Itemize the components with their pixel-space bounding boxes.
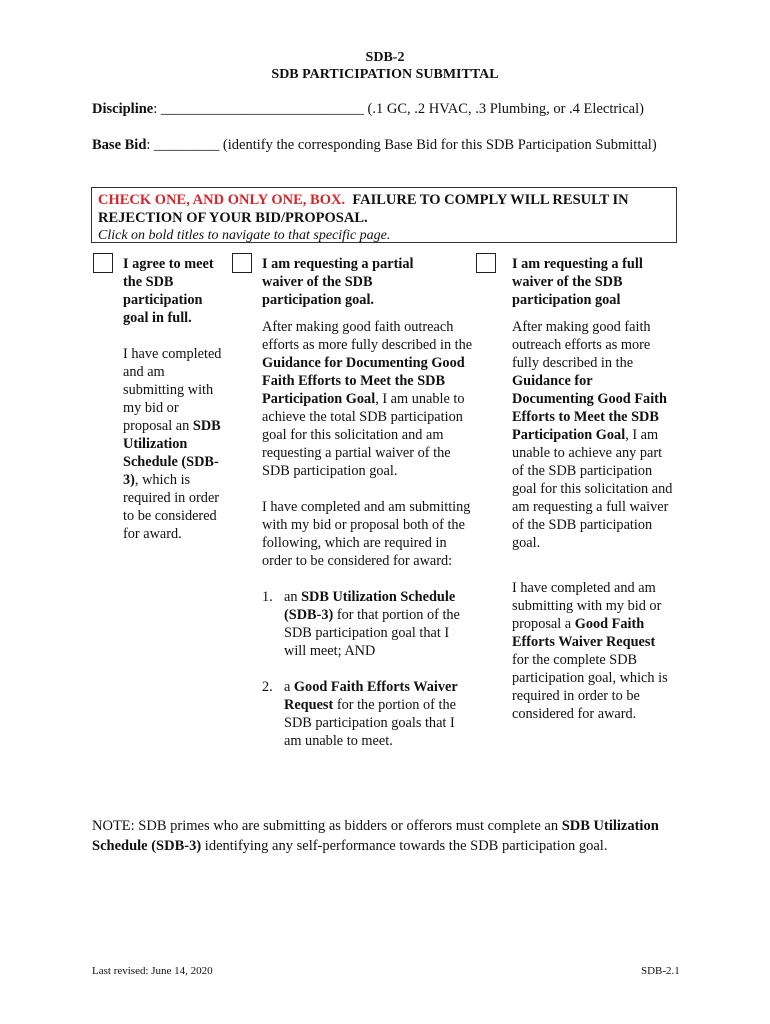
base-bid-label: Base Bid bbox=[92, 137, 147, 153]
base-bid-row bbox=[92, 136, 657, 154]
text-span: for that portion of the SDB participation goal that I will meet; AND bbox=[284, 607, 460, 659]
footer-page-number: SDB-2.1 bbox=[641, 965, 680, 977]
option-full-goal-title[interactable]: I agree to meet the SDB participation goal in full. bbox=[123, 256, 214, 326]
sdb3-link[interactable]: SDB Utilization Schedule (SDB-3) bbox=[284, 589, 456, 623]
text-span: a bbox=[284, 679, 294, 695]
list-item bbox=[262, 678, 474, 750]
option-partial-waiver bbox=[262, 255, 474, 750]
text-span: for the portion of the SDB participation goals that I am unable to meet. bbox=[284, 697, 456, 749]
option-partial-waiver-title[interactable]: I am requesting a partial waiver of the SDB participation goal. bbox=[262, 256, 414, 308]
warning-black: FAILURE TO COMPLY WILL RESULT IN bbox=[345, 192, 629, 208]
guidance-link[interactable]: Guidance for Documenting Good Faith Efforts to Meet the SDB Participation Goal bbox=[512, 373, 667, 443]
note bbox=[92, 816, 682, 856]
checkbox-full-waiver[interactable] bbox=[476, 253, 496, 273]
text-span: an bbox=[284, 589, 302, 605]
sdb3-link[interactable]: SDB Utilization Schedule (SDB-3) bbox=[123, 418, 221, 488]
discipline-row bbox=[92, 100, 644, 118]
text-span: I have completed and am submitting with my bid or proposal a bbox=[512, 580, 662, 632]
sdb3-link[interactable]: SDB Utilization Schedule (SDB-3) bbox=[92, 818, 659, 854]
text-span: After making good faith outreach efforts as more fully described in the bbox=[262, 319, 473, 353]
checkbox-partial-waiver[interactable] bbox=[232, 253, 252, 273]
warning-line2: REJECTION OF YOUR BID/PROPOSAL. bbox=[98, 210, 368, 226]
base-bid-hint: (identify the corresponding Base Bid for this SDB Participation Submittal) bbox=[219, 137, 657, 153]
option-full-waiver-title[interactable]: I am requesting a full waiver of the SDB participation goal bbox=[512, 256, 643, 308]
text-span: , which is required in order to be considered for award. bbox=[123, 472, 220, 542]
option-full-goal-text bbox=[123, 345, 227, 543]
requirements-list bbox=[262, 588, 474, 750]
text-span: NOTE: SDB primes who are submitting as bidders or offerors must complete an bbox=[92, 818, 562, 834]
list-number: 1. bbox=[262, 589, 273, 605]
list-item bbox=[262, 588, 474, 660]
footer-revised: Last revised: June 14, 2020 bbox=[92, 965, 213, 977]
text-span: I have completed and am submitting with my bid or proposal an bbox=[123, 346, 222, 434]
gfe-waiver-link[interactable]: Good Faith Efforts Waiver Request bbox=[284, 679, 458, 713]
option-full-waiver bbox=[512, 255, 674, 723]
text-span: for the complete SDB participation goal, which is required in order to be considered for award. bbox=[512, 652, 668, 722]
text-span: identifying any self-performance towards the SDB participation goal. bbox=[201, 838, 608, 854]
form-id: SDB-2 bbox=[365, 50, 405, 65]
text-span: , I am unable to achieve any part of the SDB participation goal for this solicitation and am requesting a full waiver of the SDB participation goal. bbox=[512, 427, 673, 551]
nav-hint: Click on bold titles to navigate to that specific page. bbox=[98, 228, 391, 243]
discipline-field[interactable]: : ____________________________ bbox=[153, 101, 364, 117]
gfe-waiver-link[interactable]: Good Faith Efforts Waiver Request bbox=[512, 616, 656, 650]
discipline-hint: (.1 GC, .2 HVAC, .3 Plumbing, or .4 Electrical) bbox=[363, 101, 644, 117]
option-partial-waiver-requirements: I have completed and am submitting with my bid or proposal both of the following, which are required in order to be considered for award: bbox=[262, 499, 471, 569]
option-partial-waiver-text bbox=[262, 318, 474, 480]
base-bid-field[interactable]: : _________ bbox=[146, 137, 220, 153]
text-span: After making good faith outreach efforts as more fully described in the bbox=[512, 319, 651, 371]
text-span: , I am unable to achieve the total SDB participation goal for this solicitation and am requesting a partial waiver of the SDB participation goal. bbox=[262, 391, 465, 479]
option-full-waiver-text bbox=[512, 318, 674, 552]
checkbox-full-goal[interactable] bbox=[93, 253, 113, 273]
guidance-link[interactable]: Guidance for Documenting Good Faith Efforts to Meet the SDB Participation Goal bbox=[262, 355, 465, 407]
instruction-box bbox=[91, 187, 677, 243]
warning-red: CHECK ONE, AND ONLY ONE, BOX. bbox=[98, 192, 346, 208]
list-number: 2. bbox=[262, 679, 273, 695]
page-title: SDB PARTICIPATION SUBMITTAL bbox=[271, 67, 499, 82]
option-full-goal bbox=[123, 255, 227, 543]
option-full-waiver-requirements bbox=[512, 579, 674, 723]
discipline-label: Discipline bbox=[92, 101, 154, 117]
